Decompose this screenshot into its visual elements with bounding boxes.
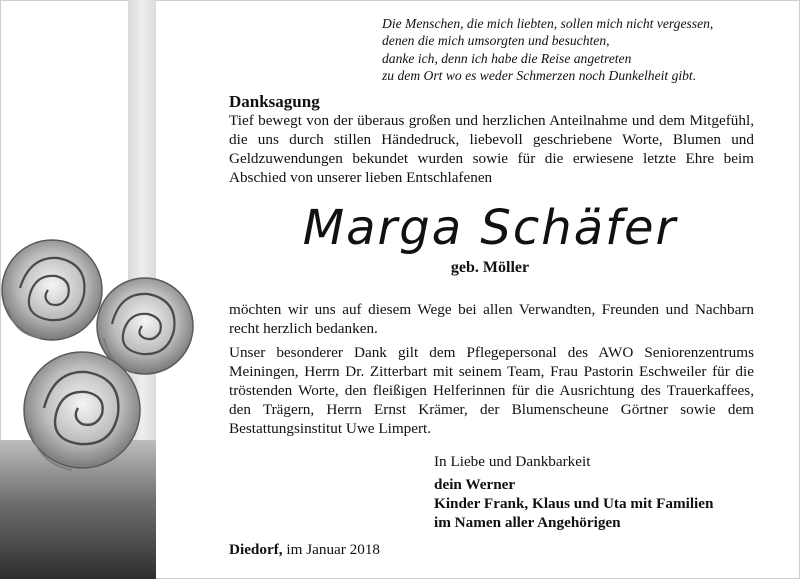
poem-line: denen die mich umsorgten und besuchten, <box>382 33 610 49</box>
place-town: Diedorf, <box>229 541 283 558</box>
date-text: im Januar 2018 <box>286 541 381 558</box>
place-date <box>229 540 380 559</box>
signature-line: im Namen aller Angehörigen <box>434 514 621 531</box>
rose-top-left <box>2 240 102 340</box>
roses-image <box>0 238 200 488</box>
intro-paragraph: Tief bewegt von der überaus großen und herzlichen Anteilnahme und dem Mitgefühl, die uns durch stillen Händedruck, liebevoll geschriebene Worte, Blumen und Geldzuwendungen bekundet wurden sowie für die erwiesene letzte Ehre beim Abschied von unserer lieben Entschlafenen <box>229 112 754 186</box>
signature-line: Kinder Frank, Klaus und Uta mit Familien <box>434 495 714 512</box>
signature-block <box>434 452 713 532</box>
deceased-name: Marga Schäfer <box>302 200 678 256</box>
poem-line: danke ich, denn ich habe die Reise angetreten <box>382 50 632 66</box>
notice-title: Danksagung <box>229 92 320 111</box>
special-thanks-paragraph: Unser besonderer Dank gilt dem Pflegepersonal des AWO Seniorenzentrums Meiningen, Herrn Dr. Zitterbart mit seinem Team, Frau Pastorin Eschweiler für die tröstenden Worte, den fleißigen Helferinnen für die Ausrichtung des Trauerkaffees, den Trägern, Herrn Ernst Krämer, der Blumenscheune Görtner sowie dem Bestattungsinstitut Uwe Limpert. <box>229 344 754 437</box>
memorial-poem <box>382 15 792 84</box>
thanks-paragraph: möchten wir uns auf diesem Wege bei allen Verwandten, Freunden und Nachbarn recht herzlich bedanken. <box>229 301 754 337</box>
signature-closing: In Liebe und Dankbarkeit <box>434 453 591 470</box>
poem-line: Die Menschen, die mich liebten, sollen mich nicht vergessen, <box>382 16 714 31</box>
poem-line: zu dem Ort wo es weder Schmerzen noch Dunkelheit gibt. <box>382 67 697 83</box>
maiden-name: geb. Möller <box>450 259 530 276</box>
rose-bottom <box>24 352 140 470</box>
signature-line: dein Werner <box>434 476 516 493</box>
